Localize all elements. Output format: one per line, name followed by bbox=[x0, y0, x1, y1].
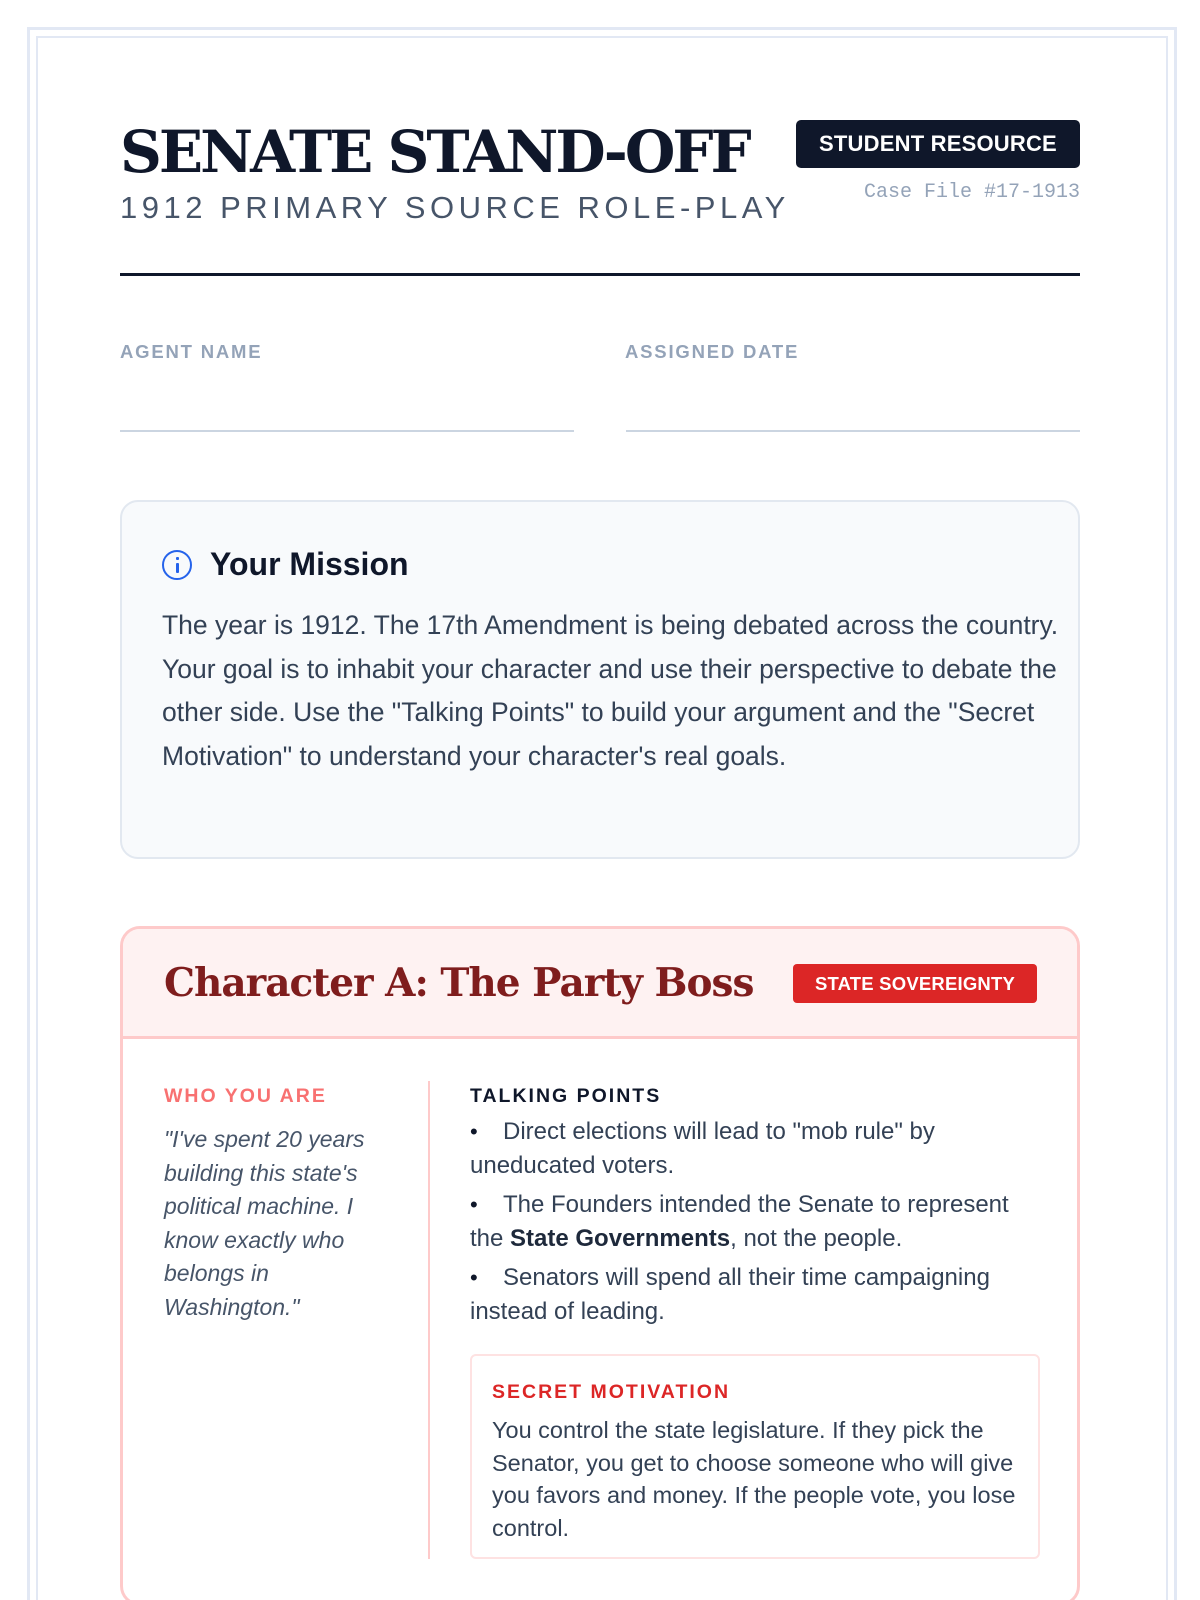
secret-motivation-box bbox=[470, 1354, 1040, 1559]
talking-points-label: TALKING POINTS bbox=[470, 1085, 662, 1107]
talking-point bbox=[470, 1261, 1040, 1328]
agent-name-label: AGENT NAME bbox=[120, 341, 263, 362]
character-a-card bbox=[120, 926, 1080, 1600]
secret-motivation-label: SECRET MOTIVATION bbox=[492, 1381, 731, 1403]
talking-point bbox=[470, 1188, 1040, 1255]
bullet-icon: • bbox=[470, 1192, 478, 1217]
assigned-date-field[interactable] bbox=[626, 430, 1080, 432]
agent-name-field[interactable] bbox=[120, 430, 574, 432]
talking-point-text: Direct elections will lead to "mob rule" by uneducated voters. bbox=[470, 1118, 935, 1179]
bullet-icon: • bbox=[470, 1119, 478, 1144]
mission-title: Your Mission bbox=[210, 546, 409, 582]
bullet-icon: • bbox=[470, 1265, 478, 1290]
info-icon bbox=[162, 550, 192, 580]
character-a-title: Character A: The Party Boss bbox=[164, 960, 754, 1006]
assigned-date-label: ASSIGNED DATE bbox=[625, 341, 800, 362]
secret-motivation-text: You control the state legislature. If they pick the Senator, you get to choose someone who will give you favors and money. If the people vote, you lose control. bbox=[492, 1417, 1016, 1541]
page-title: SENATE STAND-OFF bbox=[120, 118, 749, 186]
mission-box bbox=[120, 500, 1080, 859]
talking-point-text: Senators will spend all their time campaigning instead of leading. bbox=[470, 1264, 990, 1325]
talking-point-text: , not the people. bbox=[730, 1224, 903, 1252]
who-you-are-label: WHO YOU ARE bbox=[164, 1085, 327, 1107]
talking-point-emphasis: State Governments bbox=[510, 1224, 731, 1252]
header-divider bbox=[120, 273, 1080, 276]
page-subtitle: 1912 PRIMARY SOURCE ROLE-PLAY bbox=[120, 190, 790, 225]
character-a-header bbox=[123, 929, 1077, 1039]
case-file-number: Case File #17-1913 bbox=[863, 181, 1080, 204]
talking-points-list bbox=[470, 1115, 1040, 1334]
mission-description: The year is 1912. The 17th Amendment is being debated across the country. Your goal is to inhabit your character and use their perspective to debate the other side. Use the "Talking Points" to build your argument and the "Secret Motivation" to understand your character's real goals. bbox=[162, 610, 1059, 771]
column-divider bbox=[428, 1081, 430, 1559]
worksheet-header bbox=[120, 118, 1080, 278]
student-resource-badge: STUDENT RESOURCE bbox=[796, 120, 1080, 168]
state-sovereignty-badge: STATE SOVEREIGNTY bbox=[793, 964, 1037, 1003]
character-quote: "I've spent 20 years building this state's political machine. I know exactly who belongs in Washington." bbox=[164, 1126, 365, 1320]
mission-heading bbox=[162, 546, 409, 583]
talking-point-text: The Founders intended the Senate to represent the bbox=[470, 1191, 1009, 1252]
talking-point bbox=[470, 1115, 1040, 1182]
